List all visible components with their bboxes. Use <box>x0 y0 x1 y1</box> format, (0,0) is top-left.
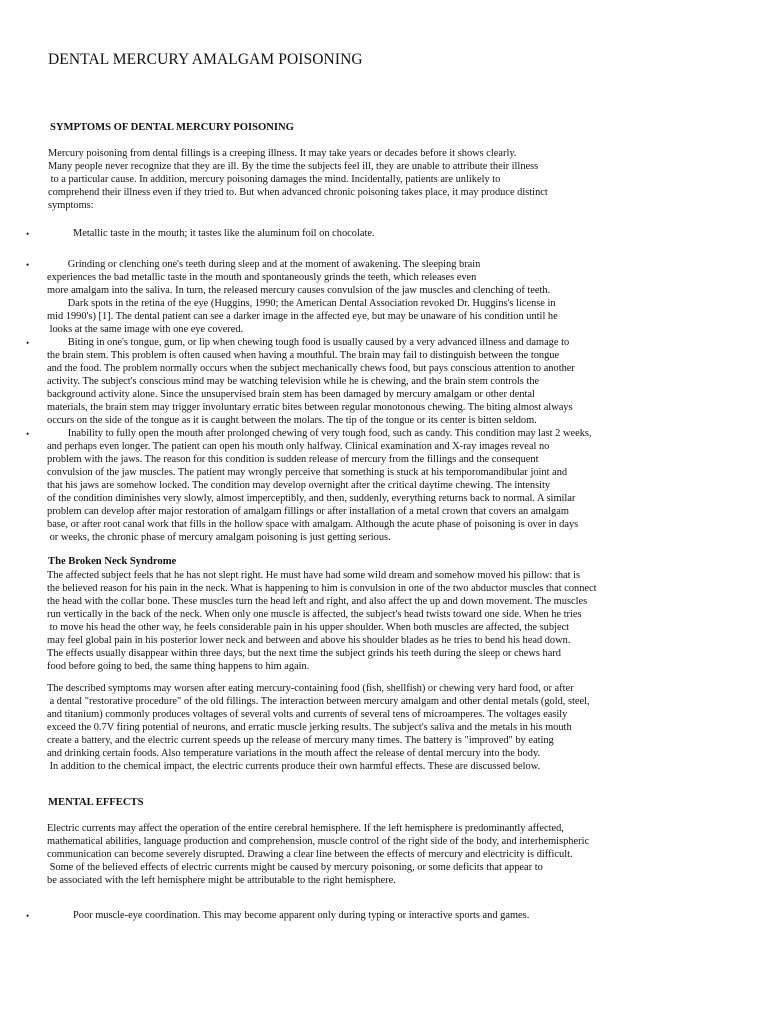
paragraph-line: or weeks, the chronic phase of mercury amalgam poisoning is just getting serious. <box>47 532 391 543</box>
paragraph-line: base, or after root canal work that fills in the hollow space with amalgam. Although the acute phase of poisoning is over in days <box>47 519 579 530</box>
paragraph-line: create a battery, and the electric current speeds up the release of mercury many times. The battery is "improved" by eating <box>47 735 554 746</box>
symptom-item-metallic-taste: Metallic taste in the mouth; it tastes like the aluminum foil on chocolate. <box>73 228 375 239</box>
paragraph-line: Dark spots in the retina of the eye (Huggins, 1990; the American Dental Association revoked Dr. Huggins's license in <box>47 298 556 309</box>
section-heading-symptoms: SYMPTOMS OF DENTAL MERCURY POISONING <box>50 122 294 133</box>
paragraph-line: to a particular cause. In addition, mercury poisoning damages the mind. Incidentally, patients are unlikely to <box>48 174 501 185</box>
bullet-marker: • <box>26 338 30 348</box>
paragraph-line: symptoms: <box>48 200 94 211</box>
paragraph-line: exceed the 0.7V firing potential of neurons, and erratic muscle jerking results. The subject's saliva and the metals in his mouth <box>47 722 572 733</box>
paragraph-line: communication can become severely disrupted. Drawing a clear line between the effects of mercury and electricity is difficult. <box>47 849 573 860</box>
paragraph-line: mathematical abilities, language production and comprehension, muscle control of the right side of the body, and interhemispheric <box>47 836 590 847</box>
paragraph-line: the believed reason for his pain in the neck. What is happening to him is convulsion in one of the two abductor muscles that connect <box>47 583 597 594</box>
bullet-marker: • <box>26 429 30 439</box>
paragraph-line: In addition to the chemical impact, the electric currents produce their own harmful effects. These are discussed below. <box>47 761 541 772</box>
paragraph-line: Some of the believed effects of electric currents might be caused by mercury poisoning, or some deficits that appear to <box>47 862 543 873</box>
paragraph-line: The effects usually disappear within three days, but the next time the subject grinds his teeth during the sleep or chews hard <box>47 648 562 659</box>
paragraph-line: background activity alone. Since the unsupervised brain stem has been damaged by mercury amalgam or other dental <box>47 389 535 400</box>
paragraph-line: The affected subject feels that he has not slept right. He must have had some wild dream and somehow moved his pillow: that is <box>47 570 581 581</box>
paragraph-line: run vertically in the back of the neck. When only one muscle is affected, the subject's head twists toward one side. When he tries <box>47 609 582 620</box>
paragraph-line: problem can develop after major restoration of amalgam fillings or after installation of a metal crown that covers an amalgam <box>47 506 569 517</box>
paragraph-line: more amalgam into the saliva. In turn, the released mercury causes convulsion of the jaw muscles and clenching of teeth. <box>47 285 551 296</box>
paragraph-line: activity. The subject's conscious mind may be watching television while he is chewing, and the brain stem controls the <box>47 376 540 387</box>
paragraph-line: that his jaws are somehow locked. The condition may develop overnight after the critical daytime chewing. The intensity <box>47 480 551 491</box>
paragraph-line: and the food. The problem normally occurs when the subject mechanically chews food, but pays conscious attention to another <box>47 363 575 374</box>
paragraph-line: of the condition diminishes very slowly, almost imperceptibly, and then, suddenly, everything returns back to normal. A similar <box>47 493 576 504</box>
bullet-marker: • <box>26 911 30 921</box>
paragraph-line: Biting in one's tongue, gum, or lip when chewing tough food is usually caused by a very advanced illness and damage to <box>47 337 570 348</box>
section-heading-mental-effects: MENTAL EFFECTS <box>48 797 144 808</box>
paragraph-line: Electric currents may affect the operation of the entire cerebral hemisphere. If the left hemisphere is predominantly affected, <box>47 823 564 834</box>
paragraph-line: materials, the brain stem may trigger involuntary erratic bites between regular monotonous chewing. The biting almost always <box>47 402 573 413</box>
paragraph-line: Mercury poisoning from dental fillings is a creeping illness. It may take years or decades before it shows clearly. <box>48 148 517 159</box>
paragraph-line: Inability to fully open the mouth after prolonged chewing of very tough food, such as candy. This condition may last 2 weeks, <box>47 428 592 439</box>
paragraph-line: looks at the same image with one eye covered. <box>47 324 244 335</box>
paragraph-line: Many people never recognize that they are ill. By the time the subjects feel ill, they are unable to attribute their illness <box>48 161 539 172</box>
paragraph-line: the brain stem. This problem is often caused when having a mouthful. The brain may fail to distinguish between the tongue <box>47 350 560 361</box>
subheading-broken-neck: The Broken Neck Syndrome <box>48 556 177 567</box>
paragraph-line: the head with the collar bone. These muscles turn the head left and right, and also affect the up and down movement. The muscles <box>47 596 588 607</box>
paragraph-line: may feel global pain in his posterior lower neck and between and above his shoulder blades as he tries to bend his head down. <box>47 635 571 646</box>
mental-effect-item-coordination: Poor muscle-eye coordination. This may become apparent only during typing or interactive sports and games. <box>73 910 530 921</box>
paragraph-line: comprehend their illness even if they tried to. But when advanced chronic poisoning takes place, it may produce distinct <box>48 187 548 198</box>
paragraph-line: and drinking certain foods. Also temperature variations in the mouth affect the release of dental mercury into the body. <box>47 748 541 759</box>
paragraph-line: mid 1990's) [1]. The dental patient can see a darker image in the affected eye, but may be unaware of his condition until he <box>47 311 558 322</box>
paragraph-line: Grinding or clenching one's teeth during sleep and at the moment of awakening. The sleeping brain <box>47 259 481 270</box>
bullet-marker: • <box>26 229 30 239</box>
document-title: DENTAL MERCURY AMALGAM POISONING <box>48 51 363 68</box>
bullet-marker: • <box>26 260 30 270</box>
paragraph-line: and perhaps even longer. The patient can open his mouth only halfway. Clinical examination and X-ray images reveal no <box>47 441 550 452</box>
paragraph-line: and titanium) commonly produces voltages of several volts and currents of several tens of microamperes. The voltages easily <box>47 709 568 720</box>
paragraph-line: a dental "restorative procedure" of the old fillings. The interaction between mercury amalgam and other dental metals (gold, steel, <box>47 696 590 707</box>
paragraph-line: be associated with the left hemisphere might be attributable to the right hemisphere. <box>47 875 396 886</box>
paragraph-line: The described symptoms may worsen after eating mercury-containing food (fish, shellfish) or chewing very hard food, or after <box>47 683 574 694</box>
paragraph-line: food before going to bed, the same thing happens to him again. <box>47 661 310 672</box>
paragraph-line: problem with the jaws. The reason for this condition is sudden release of mercury from the fillings and the consequent <box>47 454 539 465</box>
paragraph-line: to move his head the other way, he feels considerable pain in his upper shoulder. When both muscles are affected, the subject <box>47 622 570 633</box>
paragraph-line: experiences the bad metallic taste in the mouth and spontaneously grinds the teeth, which releases even <box>47 272 477 283</box>
paragraph-line: convulsion of the jaw muscles. The patient may wrongly perceive that something is stuck at his temporomandibular joint and <box>47 467 568 478</box>
paragraph-line: occurs on the side of the tongue as it is caught between the molars. The tip of the tongue or its center is bitten seldom. <box>47 415 537 426</box>
